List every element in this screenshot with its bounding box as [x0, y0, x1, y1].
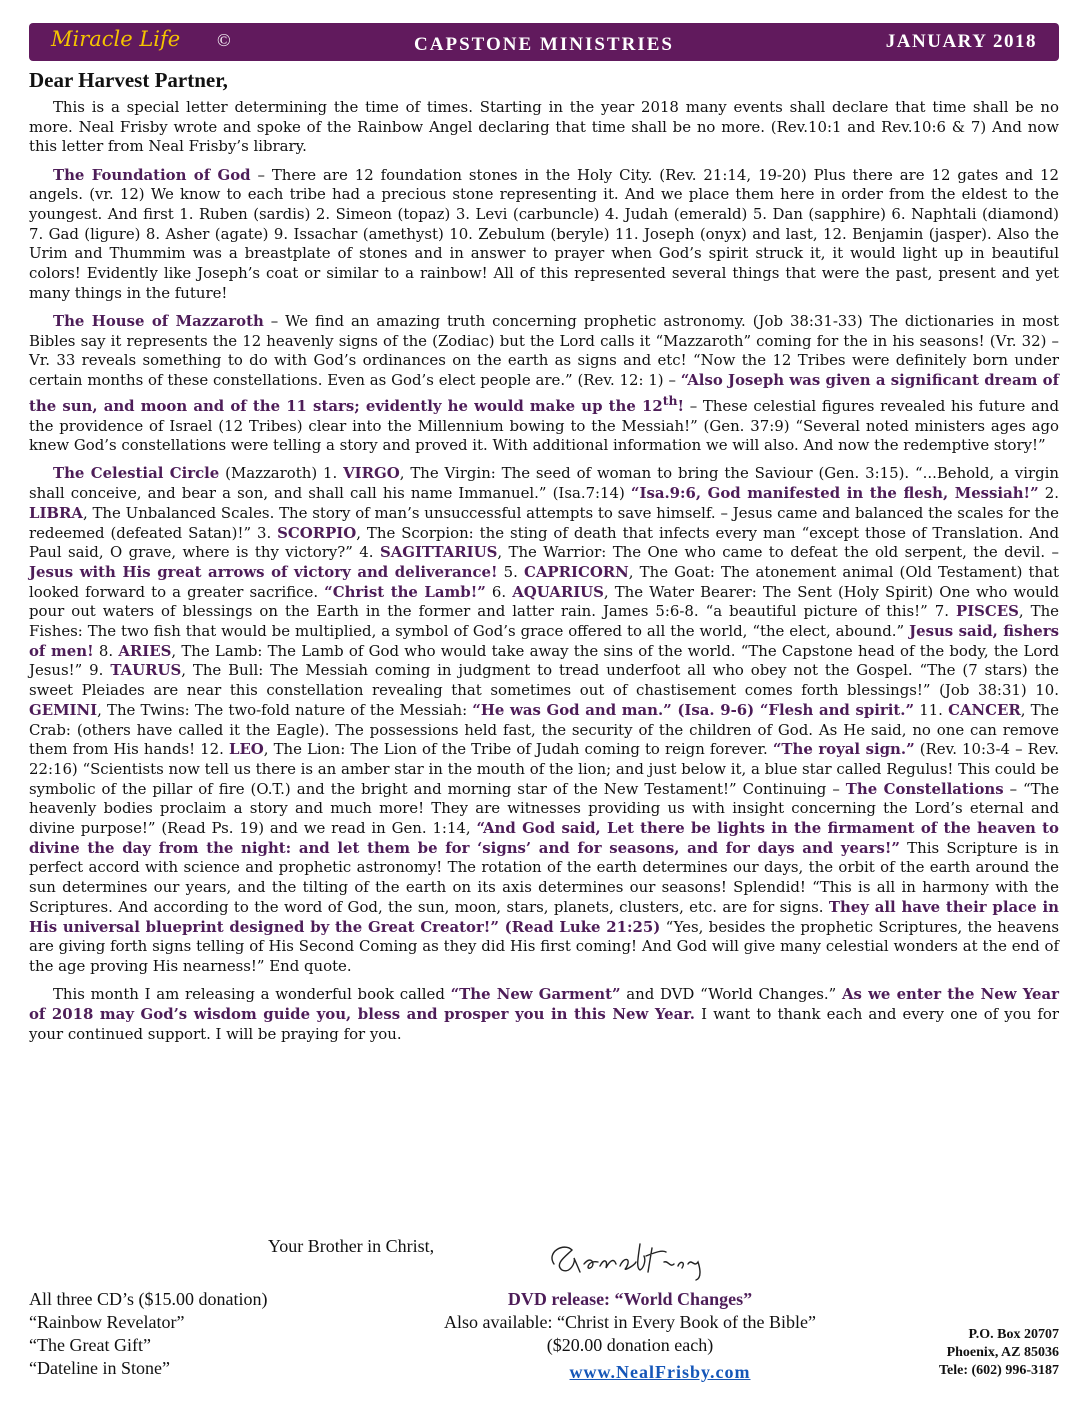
book-title: “The New Garment” [450, 985, 621, 1004]
sign-sagittarius: SAGITTARIUS [379, 543, 498, 562]
miracle-life-logo: Miracle Life [51, 27, 181, 51]
paragraph-foundation: The Foundation of God – There are 12 foundation stones in the Holy City. (Rev. 21:14, 19-20) Plus there are 12 gates and 12 angels. (vr. 12) We know to each tribe had a precious stone representing it. And we place them here in order from the eldest to the youngest. And first 1. Ruben (sardis) 2. Simeon (topaz) 3. Levi (carbuncle) 4. Judah (emerald) 5. Dan (sapphire) 6. Naphtali (diamond) 7. Gad (ligure) 8. Asher (agate) 9. Issachar (amethyst) 10. Zebulum (beryle) 11. Joseph (onyx) and last, 12. Benjamin (jasper). Also the Urim and Thummim was a breastplate of stones and in answer to prayer when God’s spirit struck it, it would light up in beautiful colors! Evidently like Joseph’s coat or similar to a rainbow! All of this represented several things that were the past, present and yet many things in the future! [29, 165, 1059, 302]
paragraph-celestial-circle: The Celestial Circle (Mazzaroth) 1. VIRGO, The Virgin: The seed of woman to bring the Saviour (Gen. 3:15). “...Behold, a virgin shall conceive, and bear a son, and shall call his name Immanuel.” (Isa.7:14) “Isa.9:6, God manifested in the flesh, Messiah!” 2. LIBRA, The Unbalanced Scales. The story of man’s unsuccessful attempts to save himself. – Jesus came and balanced the scales for the redeemed (defeated Satan)!” 3. SCORPIO, The Scorpion: the sting of death that infects every man “except those of Translation. And Paul said, O grave, where is thy victory?” 4. SAGITTARIUS, The Warrior: The One who came to defeat the old serpent, the devil. – Jesus with His great arrows of victory and deliverance! 5. CAPRICORN, The Goat: The atonement animal (Old Testament) that looked forward to a greater sacrifice. “Christ the Lamb!” 6. AQUARIUS, The Water Bearer: The Sent (Holy Spirit) One who would pour out waters of blessings on the Earth in the former and latter rain. James 5:6-8. “a beautiful picture of this!” 7. PISCES, The Fishes: The two fish that would be multiplied, a symbol of God’s grace offered to all the world, “the elect, abound.” Jesus said, fishers of men! 8. ARIES, The Lamb: The Lamb of God who would take away the sins of the world. “The Capstone head of the body, the Lord Jesus!” 9. TAURUS, The Bull: The Messiah coming in judgment to tread underfoot all who obey not the Gospel. “The (7 stars) the sweet Pleiades are near this constellation revealing that sometimes out of chastisement comes forth blessings!” (Job 38:31) 10. GEMINI, The Twins: The two-fold nature of the Messiah: “He was God and man.” (Isa. 9-6) “Flesh and spirit.” 11. CANCER, The Crab: (others have called it the Eagle). The possessions held fast, the security of the children of God. As He said, no one can remove them from His hands! 12. LEO, The Lion: The Lion of the Tribe of Judah coming to reign forever. “The royal sign.” (Rev. 10:3-4 – Rev. 22:16) “Scientists now tell us there is an amber star in the mouth of the lion; and just below it, a blue star called Regulus! This could be symbolic of the pillar of fire (O.T.) and the bright and morning star of the New Testament!” Continuing – The Constellations – “The heavenly bodies proclaim a story and much more! They are witnesses providing us with insight concerning the Lord’s eternal and divine purpose!” (Read Ps. 19) and we read in Gen. 1:14, “And God said, Let there be lights in the firmament of the heaven to divine the day from the night: and let them be for ‘signs’ and for seasons, and for days and years!” This Scripture is in perfect accord with science and prophetic astronomy! The rotation of the earth determines our days, the orbit of the earth around the sun determines our years, and the tilting of the earth on its axis determines our seasons! Splendid! “This is all in harmony with the Scriptures. And according to the word of God, the sun, moon, stars, planets, clusters, etc. are for signs. They all have their place in His universal blueprint designed by the Great Creator!” (Read Luke 21:25) “Yes, besides the prophetic Scriptures, the heavens are giving forth signs telling of His Second Coming as they did His first coming! And God will give many celestial wonders at the end of the age proving His nearness!” End quote. [29, 464, 1060, 975]
heading-mazzaroth: The House of Mazzaroth [53, 312, 264, 331]
heading-constellations: The Constellations [845, 779, 1004, 798]
mailing-address: P.O. Box 20707 Phoenix, AZ 85036 Tele: (602) 996-3187 [938, 1327, 1059, 1378]
heading-foundation: The Foundation of God [53, 165, 251, 184]
heading-celestial-circle: The Celestial Circle [53, 464, 220, 483]
sign-aquarius: AQUARIUS [512, 582, 604, 601]
sign-gemini: GEMINI [29, 700, 98, 719]
paragraph-intro: This is a special letter determining the time of times. Starting in the year 2018 many events shall declare that time shall be no more. Neal Frisby wrote and spoke of the Rainbow Angel declaring that time shall be no more. (Rev.10:1 and Rev.10:6 & 7) And now this letter from Neal Frisby’s library. [29, 98, 1059, 156]
sign-virgo: VIRGO [343, 464, 400, 483]
dvd-title: DVD release: “World Changes” [507, 1289, 753, 1309]
closing-line: Your Brother in Christ, [268, 1236, 435, 1256]
handwritten-signature [540, 1238, 730, 1286]
cd-offer: All three CD’s ($15.00 donation) “Rainbow Revelator” “The Great Gift” “Dateline in Stone” [29, 1289, 268, 1378]
salutation: Dear Harvest Partner, [29, 68, 228, 92]
paragraph-closing: This month I am releasing a wonderful book called “The New Garment” and DVD “World Changes.” As we enter the New Year of 2018 may God’s wisdom guide you, bless and prosper you in this New Year. I want to thank each and every one of you for your continued support. I will be praying for you. [29, 985, 1059, 1043]
letter-body [29, 98, 1059, 1053]
sign-aries: ARIES [118, 641, 172, 660]
ministry-title: CAPSTONE MINISTRIES [414, 34, 674, 55]
sign-pisces: PISCES [956, 602, 1019, 621]
dvd-offer: DVD release: “World Changes” Also available: “Christ in Every Book of the Bible” ($20.00 donation each) [380, 1288, 880, 1357]
sign-cancer: CANCER [948, 700, 1021, 719]
sign-capricorn: CAPRICORN [524, 562, 629, 581]
sign-taurus: TAURUS [110, 661, 182, 680]
sign-leo: LEO [228, 740, 264, 759]
sign-scorpio: SCORPIO [277, 523, 357, 542]
copyright-symbol: © [217, 30, 231, 50]
issue-date: JANUARY 2018 [885, 31, 1037, 52]
header-banner [29, 23, 1059, 61]
sign-libra: LIBRA [29, 503, 83, 522]
paragraph-mazzaroth: The House of Mazzaroth – We find an amazing truth concerning prophetic astronomy. (Job 38:31-33) The dictionaries in most Bibles say it represents the 12 heavenly signs of the (Zodiac) but the Lord calls it “Mazzaroth” coming for the in his seasons! (Vr. 32) – Vr. 33 reveals something to do with God’s ordinances on the earth as signs and etc! “Now the 12 Tribes were definitely born under certain months of these constellations. Even as God’s elect people are.” (Rev. 12: 1) – “Also Joseph was given a significant dream of the sun, and moon and of the 11 stars; evidently he would make up the 12th! – These celestial figures revealed his future and the providence of Israel (12 Tribes) clear into the Millennium bowing to the Messiah!” (Gen. 37:9) “Several noted ministers ages ago knew God’s constellations were telling a story and proved it. With additional information we will also. And now the redemptive story!” [29, 312, 1059, 455]
website-link[interactable]: www.NealFrisby.com [569, 1362, 751, 1382]
